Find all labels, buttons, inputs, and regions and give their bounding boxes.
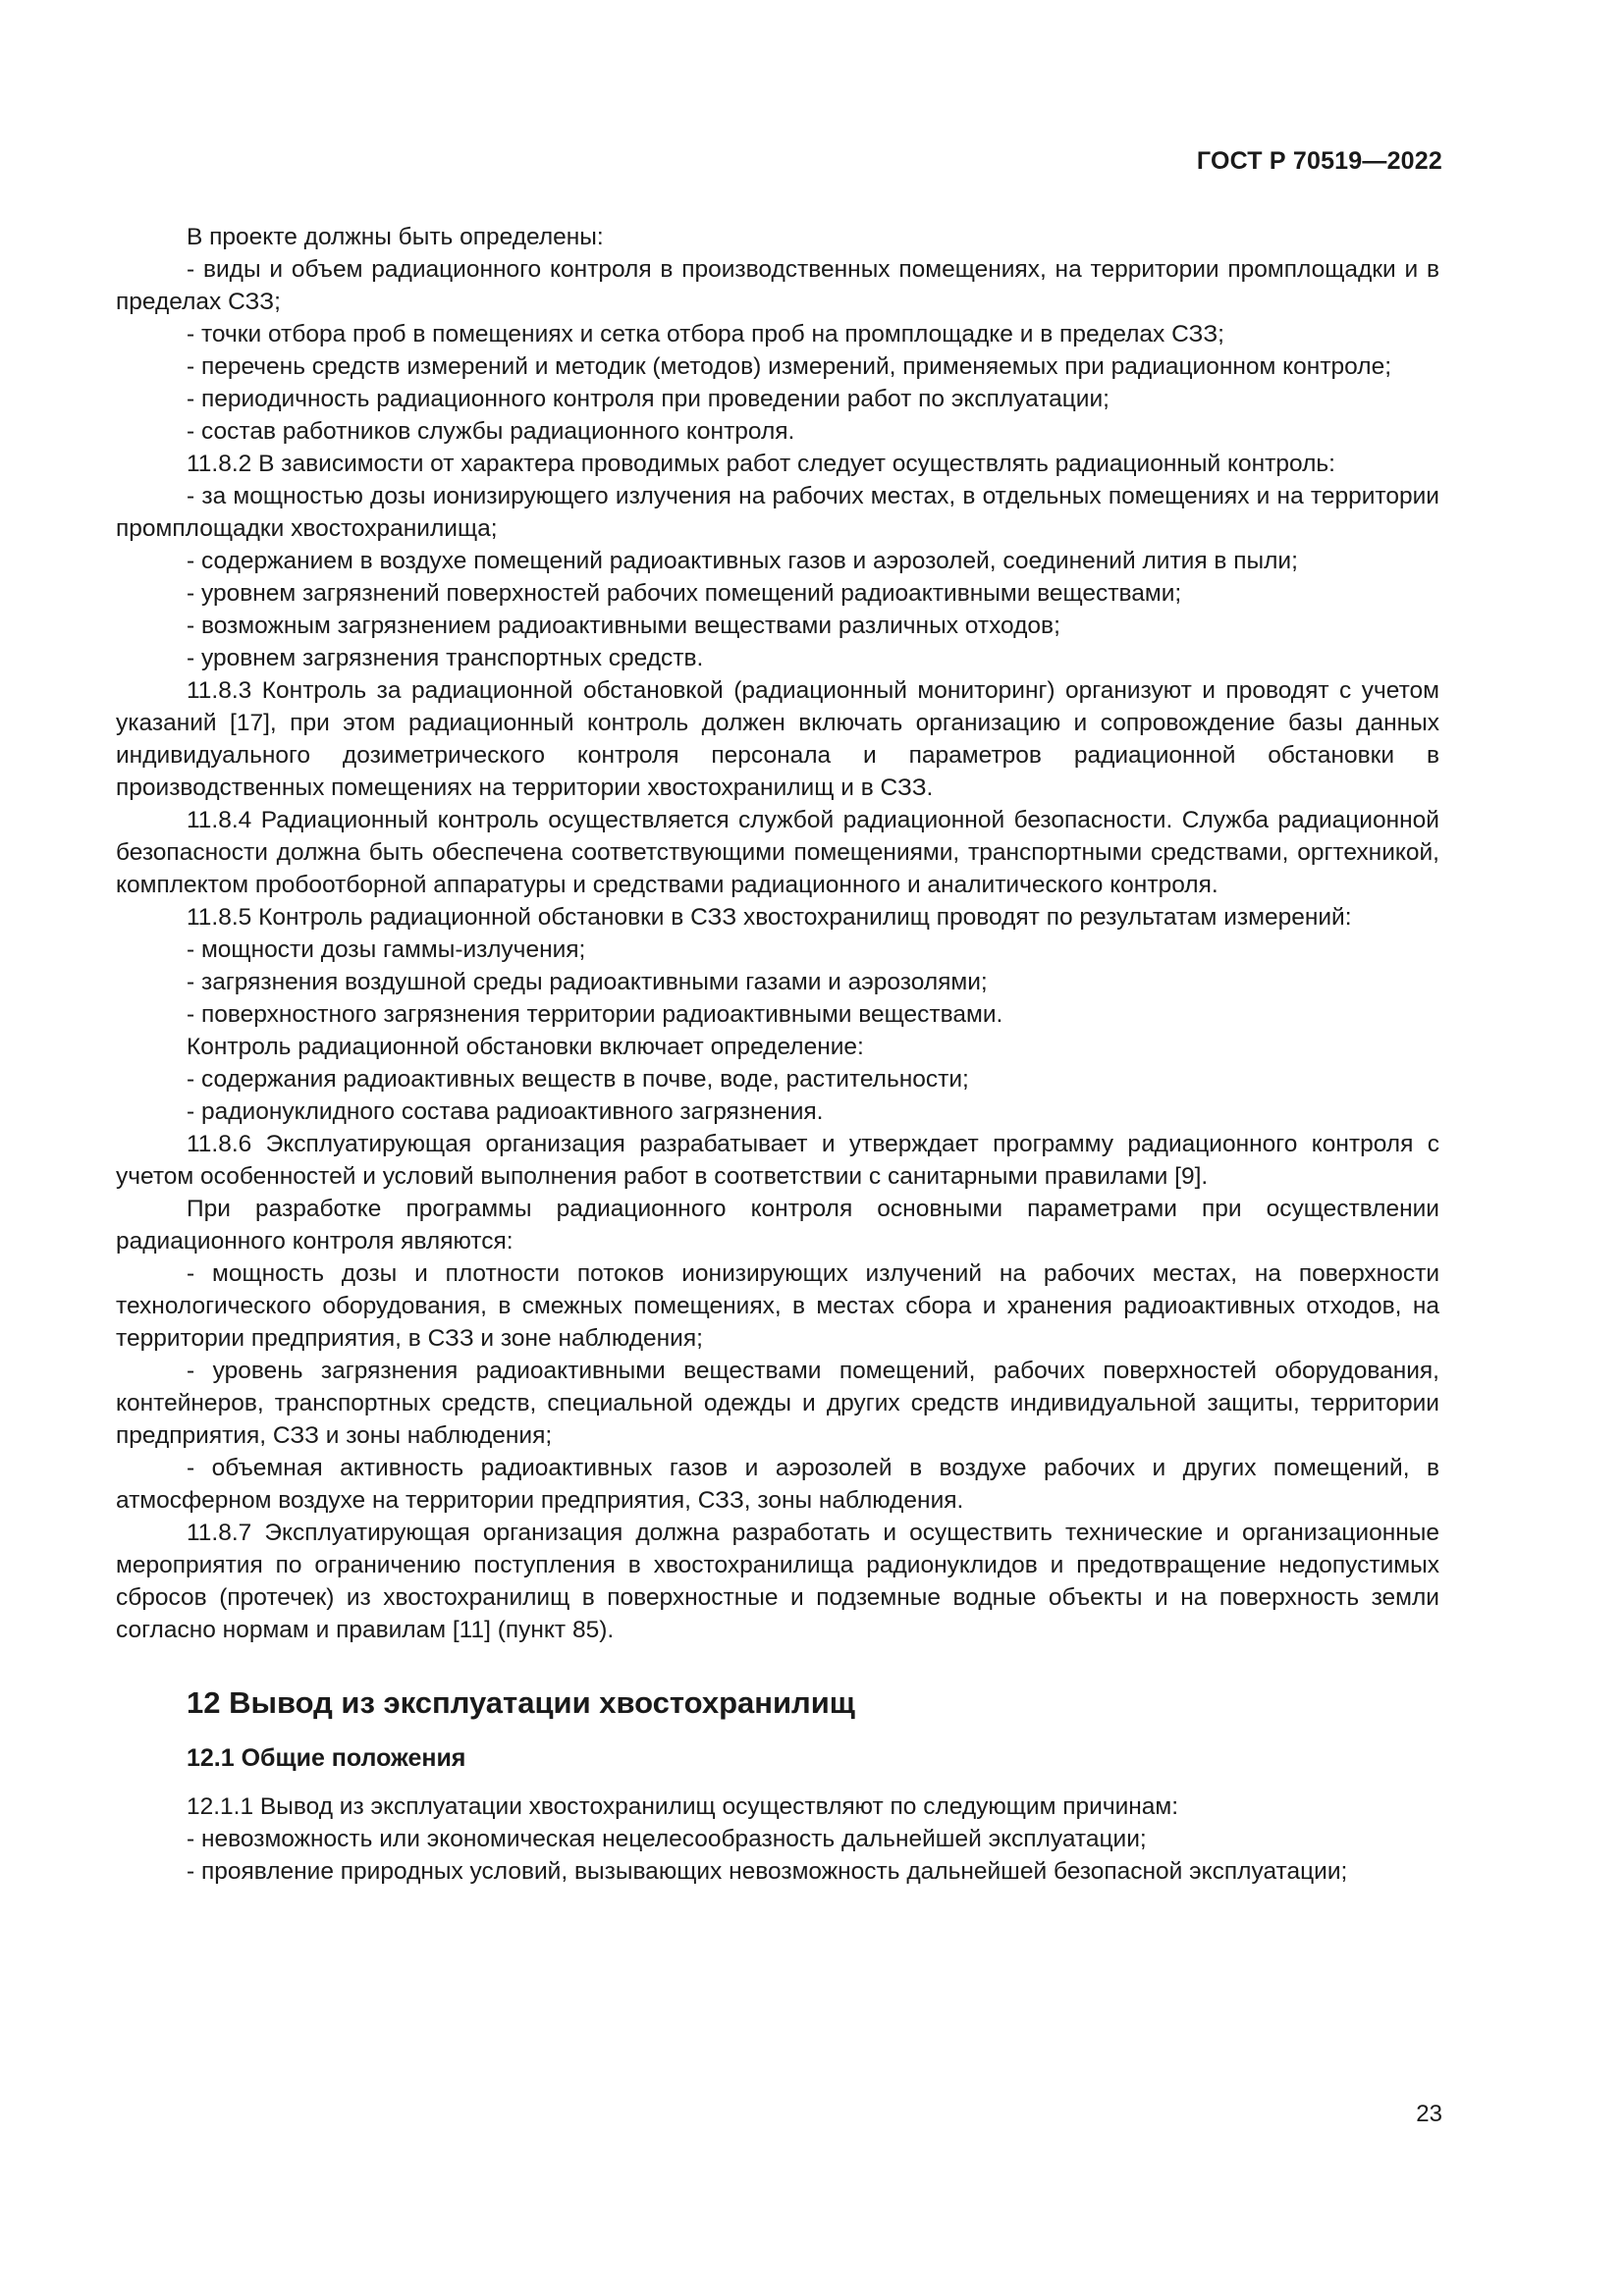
paragraph: - перечень средств измерений и методик (методов) измерений, применяемых при радиационном контроле; [187,353,1391,380]
page-number: 23 [1416,2101,1442,2127]
paragraph: - состав работников службы радиационного контроля. [187,418,795,445]
paragraph: - радионуклидного состава радиоактивного загрязнения. [187,1098,824,1125]
paragraph: - уровнем загрязнений поверхностей рабочих помещений радиоактивными веществами; [187,580,1182,607]
paragraph: - уровнем загрязнения транспортных средств. [187,645,704,671]
paragraph: - содержания радиоактивных веществ в почве, воде, растительности; [187,1066,969,1093]
paragraph: Контроль радиационной обстановки включает определение: [187,1034,864,1060]
paragraph: - мощности дозы гаммы-излучения; [187,936,586,963]
page-content [116,221,1439,1888]
document-code: ГОСТ Р 70519—2022 [1196,147,1442,175]
paragraph: - загрязнения воздушной среды радиоактивными газами и аэрозолями; [187,969,988,995]
paragraph: 11.8.3 Контроль за радиационной обстановкой (радиационный мониторинг) организуют и проводят с учетом указаний [17], при этом радиационный контроль должен включать организацию и сопровождение базы данных индивидуального дозиметрического контроля персонала и параметров радиационной обстановки в производственных помещениях на территории хвостохранилищ и в СЗЗ. [116,677,1439,801]
paragraph: - периодичность радиационного контроля при проведении работ по эксплуатации; [187,386,1110,412]
paragraph: 11.8.7 Эксплуатирующая организация должна разработать и осуществить технические и организационные мероприятия по ограничению поступления в хвостохранилища радионуклидов и предотвращение недопустимых сбросов (протечек) из хвостохранилищ в поверхностные и подземные водные объекты и на поверхность земли согласно нормам и правилам [11] (пункт 85). [116,1520,1439,1643]
paragraph: 11.8.6 Эксплуатирующая организация разрабатывает и утверждает программу радиационного контроля с учетом особенностей и условий выполнения работ в соответствии с санитарными правилами [9]. [116,1131,1439,1190]
paragraph: - возможным загрязнением радиоактивными веществами различных отходов; [187,613,1060,639]
paragraph: - невозможность или экономическая нецелесообразность дальнейшей эксплуатации; [187,1826,1147,1852]
paragraph: - содержанием в воздухе помещений радиоактивных газов и аэрозолей, соединений лития в пыли; [187,548,1298,574]
paragraph: - виды и объем радиационного контроля в производственных помещениях, на территории промплощадки и в пределах СЗЗ; [116,256,1439,315]
paragraph: 11.8.4 Радиационный контроль осуществляется службой радиационной безопасности. Служба радиационной безопасности должна быть обеспечена соответствующими помещениями, транспортными средствами, оргтехникой, комплектом пробоотборной аппаратуры и средствами радиационного и аналитического контроля. [116,807,1439,898]
paragraphs-after-section [116,1790,1439,1888]
paragraph: - объемная активность радиоактивных газов и аэрозолей в воздухе рабочих и других помещений, в атмосферном воздухе на территории предприятия, СЗЗ, зоны наблюдения. [116,1455,1439,1514]
paragraph: - мощность дозы и плотности потоков ионизирующих излучений на рабочих местах, на поверхности технологического оборудования, в смежных помещениях, в местах сбора и хранения радиоактивных отходов, на территории предприятия, в СЗЗ и зоне наблюдения; [116,1260,1439,1352]
paragraph: 11.8.5 Контроль радиационной обстановки в СЗЗ хвостохранилищ проводят по результатам измерений: [187,904,1352,931]
section-heading: 12 Вывод из эксплуатации хвостохранилищ [187,1685,855,1720]
paragraph: 11.8.2 В зависимости от характера проводимых работ следует осуществлять радиационный контроль: [187,451,1335,477]
paragraph: При разработке программы радиационного контроля основными параметрами при осуществлении радиационного контроля являются: [116,1196,1439,1255]
paragraphs-before-section [116,221,1439,1646]
paragraph: - проявление природных условий, вызывающих невозможность дальнейшей безопасной эксплуатации; [187,1858,1348,1885]
paragraph: - поверхностного загрязнения территории радиоактивными веществами. [187,1001,1003,1028]
paragraph: - точки отбора проб в помещениях и сетка отбора проб на промплощадке и в пределах СЗЗ; [187,321,1224,347]
subsection-heading: 12.1 Общие положения [187,1744,466,1772]
paragraph: - за мощностью дозы ионизирующего излучения на рабочих местах, в отдельных помещениях и на территории промплощадки хвостохранилища; [116,483,1439,542]
paragraph: - уровень загрязнения радиоактивными веществами помещений, рабочих поверхностей оборудования, контейнеров, транспортных средств, специальной одежды и других средств индивидуальной защиты, территории предприятия, СЗЗ и зоны наблюдения; [116,1358,1439,1449]
paragraph: В проекте должны быть определены: [187,224,604,250]
paragraph: 12.1.1 Вывод из эксплуатации хвостохранилищ осуществляют по следующим причинам: [187,1793,1179,1820]
